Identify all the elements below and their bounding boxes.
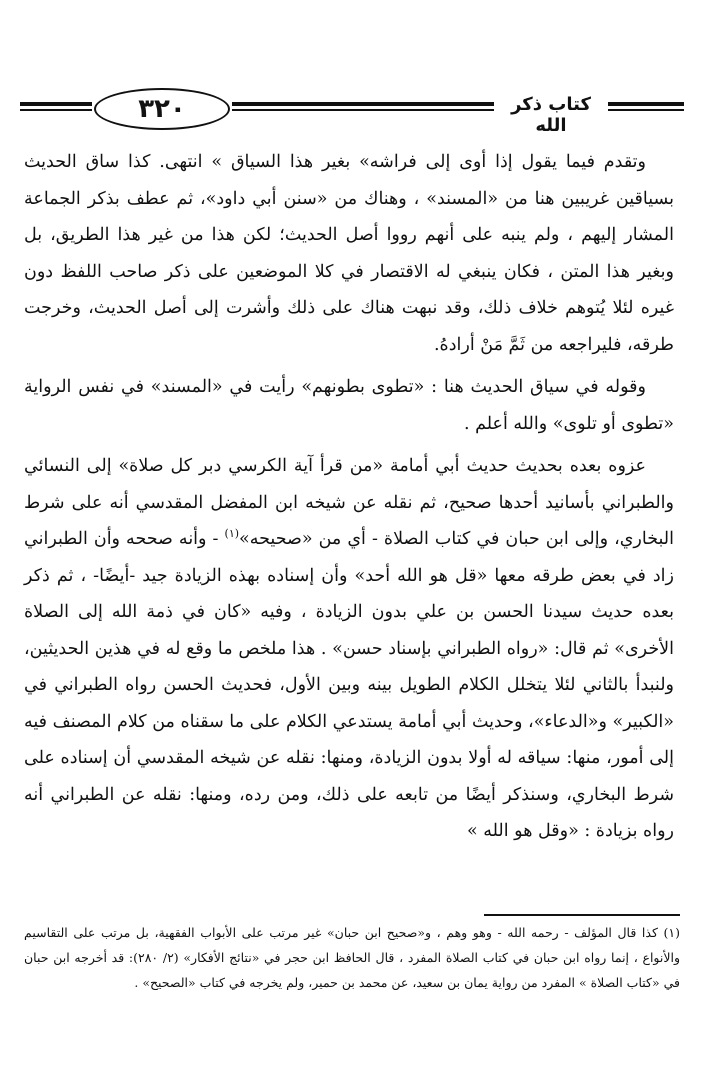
paragraph-text: - وأنه صححه وأن الطبراني زاد في بعض طرقه معها «قل هو الله أحد» وأن إسناده بهذه الزيادة جيد -أيضًا- ، ثم ذكر بعده حديث سيدنا الحسن بن علي بدون الزيادة ، وفيه «كان في ذمة الله إلى الصلاة الأخرى» ثم قال: «رواه الطبراني بإسناد حسن» . هذا ملخص ما وقع له في هذين الحديثين، ولنبدأ بالثاني لئلا يتخلل الكلام الطويل بينه وبين الأول، فحديث الحسن رواه الطبراني في «الكبير» و«الدعاء»، وحديث أبي أمامة يستدعي الكلام على ما سقناه من كلام المصنف فيه إلى أمور، منها: سياقه له أولا بدون الزيادة، ومنها: نقله عن شيخه المقدسي أن إسناده على شرط البخاري، وسنذكر أيضًا من تابعه على ذلك، ومن رده، ومنها: نقله عن الطبراني أنه رواه بزيادة : «وقل هو الله » <box>23 529 674 841</box>
body-text <box>24 144 674 850</box>
paragraph-text: عزوه بعده بحديث حديث أبي أمامة «من قرأ آية الكرسي دبر كل صلاة» إلى النسائي والطبراني بأسانيد أحدها صحيح، ثم نقله عن شيخه ابن المفضل المقدسي أنه على شرط البخاري، وإلى ابن حبان في كتاب الصلاة - أي من «صحيحه» <box>24 456 674 549</box>
page-header <box>20 88 684 134</box>
paragraph <box>24 448 674 850</box>
footnote-marker: (١) <box>224 527 240 541</box>
book-title: كتاب ذكر الله <box>511 94 591 136</box>
paragraph: وقوله في سياق الحديث هنا : «تطوى بطونهم» رأيت في «المسند» في نفس الرواية «تطوى أو تلوى» والله أعلم . <box>24 377 674 434</box>
header-rule-middle <box>232 102 494 112</box>
footnote: (١) كذا قال المؤلف - رحمه الله - وهو وهم ، و«صحيح ابن حبان» غير مرتب على الأبواب الفقهية، بل مرتب على التقاسيم والأنواع ، إنما رواه ابن حبان في كتاب الصلاة المفرد ، قال الحافظ ابن حجر في «نتائج الأفكار» (٢/ ٢٨٠): قد أخرجه ابن حبان في «كتاب الصلاة » المفرد من رواية يمان بن سعيد، عن محمد بن حمير، ولم يخرجه في كتاب «الصحيح» . <box>24 925 681 990</box>
footnote-divider <box>484 914 680 916</box>
page-number: ٣٢٠ <box>94 88 230 130</box>
header-rule-right <box>608 102 684 112</box>
paragraph: وتقدم فيما يقول إذا أوى إلى فراشه» بغير هذا السياق » انتهى. كذا ساق الحديث بسياقين غريبين هنا من «المسند» ، وهناك من «سنن أبي داود»، ثم عطف بذكر الجماعة المشار إليهم ، ولم ينبه على أنهم رووا أصل الحديث؛ لكن هذا من غير هذا الطريق، بل وبغير هذا المتن ، فكان ينبغي له الاقتصار في كلا الموضعين على ذكر صاحب اللفظ دون غيره لئلا يُتوهم خلاف ذلك، وقد نبهت هناك على ذلك وأشرت إلى أصل الحديث، وخرجت طرقه، فليراجعه من ثَمَّ مَنْ أرادهُ. <box>24 152 674 355</box>
footnotes <box>24 920 680 995</box>
header-rule-left <box>20 102 92 112</box>
